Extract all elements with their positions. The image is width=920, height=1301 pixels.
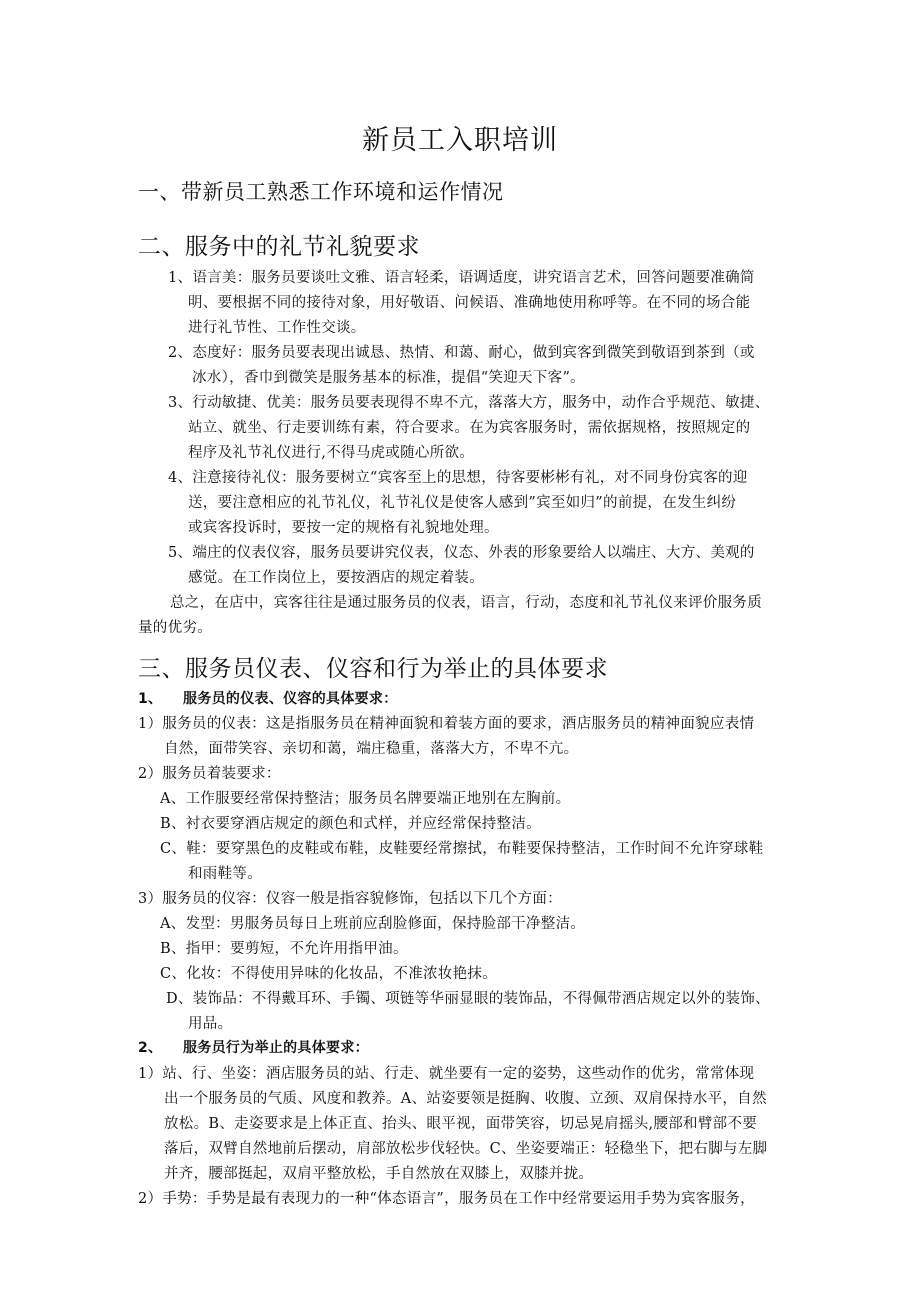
s3-q1-line1: 1）站、行、坐姿：酒店服务员的站、行走、就坐要有一定的姿势，这些动作的优劣，常常体现 bbox=[138, 1066, 755, 1082]
s3-q1-line5: 并齐，腰部挺起，双肩平整放松，手自然放在双膝上，双膝并拢。 bbox=[164, 1166, 594, 1182]
s2-item4-line1: 4、注意接待礼仪：服务要树立“宾客至上的思想，待客要彬彬有礼，对不同身份宾客的迎 bbox=[168, 470, 748, 486]
s2-item3-line3: 程序及礼节礼仪进行,不得马虎或随心所欲。 bbox=[188, 445, 475, 461]
s2-item1-line2: 明、要根据不同的接待对象，用好敬语、问候语、准确地使用称呼等。在不同的场合能 bbox=[188, 295, 751, 311]
s2-item1-line1: 1、语言美：服务员要谈吐文雅、语言轻柔，语调适度，讲究语言艺术，回答问题要准确简 bbox=[168, 270, 755, 286]
s3-q1-line4: 落后，双臂自然地前后摆动，肩部放松步伐轻快。C、坐姿要端正：轻稳坐下，把右脚与左脚 bbox=[164, 1141, 768, 1157]
s3-p2a: A、工作服要经常保持整洁；服务员名牌要端正地别在左胸前。 bbox=[160, 791, 571, 807]
s2-item3-line2: 站立、就坐、行走要训练有素，符合要求。在为宾客服务时，需依据规格，按照规定的 bbox=[188, 420, 751, 436]
s3-p2b: B、衬衣要穿酒店规定的颜色和式样，并应经常保持整洁。 bbox=[160, 816, 541, 832]
s2-item2-line2: 冰水），香巾到微笑是服务基本的标准，提倡“笑迎天下客”。 bbox=[192, 370, 585, 386]
s3-subheading-2: 2、 服务员行为举止的具体要求： bbox=[138, 1040, 369, 1056]
section-3-heading: 三、服务员仪表、仪容和行为举止的具体要求 bbox=[138, 656, 608, 682]
s3-p3d-line1: D、装饰品：不得戴耳环、手镯、项链等华丽显眼的装饰品，不得佩带酒店规定以外的装饰、 bbox=[166, 991, 770, 1007]
s3-p2c-line1: C、鞋：要穿黑色的皮鞋或布鞋，皮鞋要经常擦拭，布鞋要保持整洁，工作时间不允许穿球鞋 bbox=[160, 841, 764, 857]
s3-p2: 2）服务员着装要求： bbox=[138, 766, 281, 782]
section-1-heading: 一、带新员工熟悉工作环境和运作情况 bbox=[138, 180, 504, 204]
s3-p3d-line2: 用品。 bbox=[188, 1016, 233, 1032]
s2-summary-line2: 量的优劣。 bbox=[138, 620, 212, 636]
s2-summary-line1: 总之，在店中，宾客往往是通过服务员的仪表，语言，行动，态度和礼节礼仪来评价服务质 bbox=[170, 595, 762, 611]
s3-p1-line2: 自然，面带笑容、亲切和蔼，端庄稳重，落落大方，不卑不亢。 bbox=[164, 741, 579, 757]
s3-subheading-1: 1、 服务员的仪表、仪容的具体要求： bbox=[138, 691, 398, 707]
section-2-heading: 二、服务中的礼节礼貌要求 bbox=[138, 234, 420, 260]
s3-p1-line1: 1）服务员的仪表：这是指服务员在精神面貌和着装方面的要求，酒店服务员的精神面貌应表情 bbox=[138, 716, 755, 732]
s2-item3-line1: 3、行动敏捷、优美：服务员要表现得不卑不亢，落落大方，服务中，动作合乎规范、敏捷、 bbox=[168, 395, 770, 411]
s2-item5-line2: 感觉。在工作岗位上，要按酒店的规定着装。 bbox=[188, 570, 484, 586]
s3-p3b: B、指甲：要剪短，不允许用指甲油。 bbox=[160, 941, 408, 957]
s3-p3: 3）服务员的仪容：仪容一般是指容貌修饰，包括以下几个方面： bbox=[138, 891, 562, 907]
s3-p3a: A、发型：男服务员每日上班前应刮脸修面，保持脸部干净整洁。 bbox=[160, 916, 586, 932]
s3-q1-line3: 放松。B、走姿要求是上体正直、抬头、眼平视，面带笑容，切忌晃肩摇头,腰部和臂部不要 bbox=[164, 1116, 758, 1132]
s2-item1-line3: 进行礼节性、工作性交谈。 bbox=[188, 320, 366, 336]
s2-item4-line3: 或宾客投诉时，要按一定的规格有礼貌地处理。 bbox=[188, 520, 499, 536]
page-title: 新员工入职培训 bbox=[362, 125, 558, 156]
s2-item4-line2: 送，要注意相应的礼节礼仪，礼节礼仪是使客人感到”宾至如归”的前提，在发生纠纷 bbox=[188, 495, 737, 511]
s3-p3c: C、化妆：不得使用异味的化妆品，不准浓妆艳抹。 bbox=[160, 966, 497, 982]
s3-q2-line1: 2）手势：手势是最有表现力的一种“体态语言”，服务员在工作中经常要运用手势为宾客服务， bbox=[138, 1191, 755, 1207]
s3-p2c-line2: 和雨鞋等。 bbox=[188, 866, 262, 882]
s2-item5-line1: 5、端庄的仪表仪容，服务员要讲究仪表，仪态、外表的形象要给人以端庄、大方、美观的 bbox=[168, 545, 755, 561]
s2-item2-line1: 2、态度好：服务员要表现出诚恳、热情、和蔼、耐心，做到宾客到微笑到敬语到茶到（或 bbox=[168, 345, 755, 361]
s3-q1-line2: 出一个服务员的气质、风度和教养。A、站姿要领是挺胸、收腹、立颈、双肩保持水平，自然 bbox=[164, 1091, 767, 1107]
